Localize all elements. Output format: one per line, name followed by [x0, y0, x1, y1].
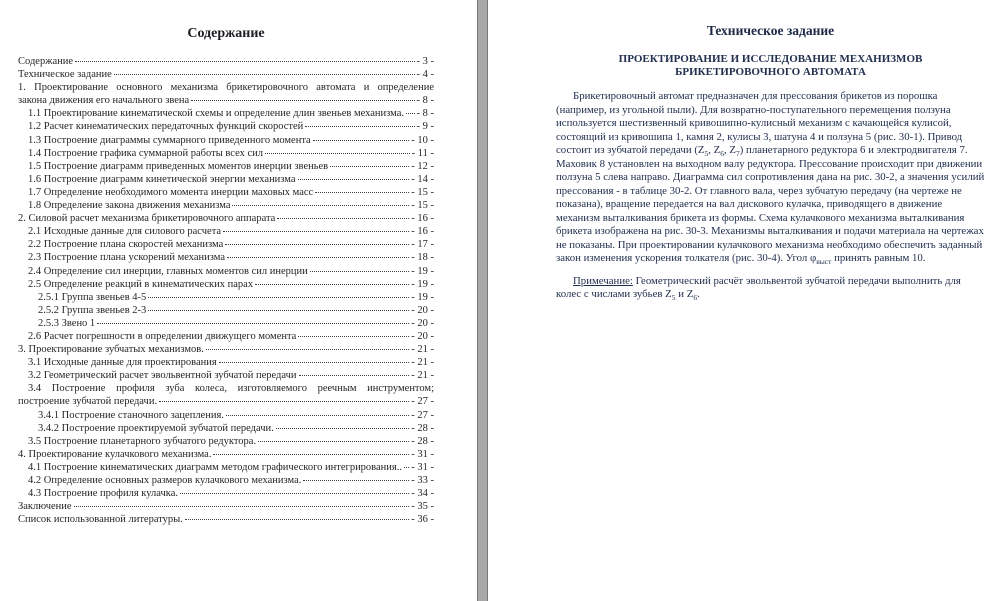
toc-page-number: - 17 -	[411, 239, 434, 251]
toc-leader-dots	[315, 192, 409, 193]
toc-title: Содержание	[187, 26, 265, 41]
toc-entry[interactable]	[18, 500, 434, 513]
toc-page-number: - 31 -	[411, 461, 434, 473]
toc-page-number: - 9 -	[416, 121, 434, 133]
toc-entry-line	[18, 448, 434, 461]
toc-leader-dots	[74, 506, 410, 507]
toc-entry[interactable]	[18, 68, 434, 81]
toc-entry[interactable]	[18, 291, 434, 304]
toc-entry-line	[18, 513, 434, 526]
toc-entry-label: Техническое задание	[18, 69, 112, 81]
toc-entry-line	[18, 134, 434, 147]
toc-entry[interactable]	[18, 251, 434, 264]
toc-entry-line	[18, 199, 434, 212]
toc-page-number: - 27 -	[411, 396, 434, 408]
toc-leader-dots	[223, 231, 409, 232]
toc-entry-line	[18, 317, 434, 330]
toc-entry-line	[18, 225, 434, 238]
toc-entry-label: 4.3 Построение профиля кулачка.	[28, 488, 178, 500]
toc-page-number: - 18 -	[411, 252, 434, 264]
toc-entry-label: Содержание	[18, 56, 74, 67]
spec-heading-line1: ПРОЕКТИРОВАНИЕ И ИССЛЕДОВАНИЕ МЕХАНИЗМОВ	[618, 53, 923, 65]
toc-entry[interactable]	[18, 212, 434, 225]
toc-list	[18, 55, 434, 526]
toc-entry[interactable]	[18, 448, 434, 461]
toc-leader-dots	[404, 467, 409, 468]
toc-leader-dots	[313, 140, 410, 141]
toc-entry-label: 1.5 Построение диаграмм приведенных моментов инерции звеньев	[28, 160, 329, 172]
toc-leader-dots	[305, 126, 414, 127]
toc-leader-dots	[303, 480, 409, 481]
toc-page-number: - 21 -	[411, 344, 434, 356]
toc-leader-dots	[180, 493, 409, 494]
toc-leader-dots	[114, 74, 415, 75]
toc-leader-dots	[265, 153, 410, 154]
toc-entry-line	[18, 409, 434, 422]
toc-entry-label: Список использованной литературы.	[18, 514, 183, 526]
toc-page-number: - 19 -	[411, 265, 434, 277]
toc-page-number: - 21 -	[411, 370, 434, 382]
toc-entry-first-line: 3.4 Построение профиля зуба колеса, изготовляемого реечным инструментом;	[28, 383, 434, 395]
toc-page-number: - 20 -	[411, 304, 434, 316]
toc-leader-dots	[298, 179, 410, 180]
toc-entry-label: 3.4.1 Построение станочного зацепления.	[38, 409, 224, 421]
toc-leader-dots	[298, 336, 409, 337]
toc-leader-dots	[406, 113, 414, 114]
toc-entry-line	[18, 291, 434, 304]
toc-entry-label: закона движения его начального звена	[18, 95, 190, 107]
toc-entry[interactable]	[18, 422, 434, 435]
toc-page-number: - 4 -	[416, 69, 434, 81]
toc-entry-label: 2.2 Построение плана скоростей механизма	[28, 239, 224, 251]
toc-entry-line	[18, 422, 434, 435]
toc-leader-dots	[258, 441, 409, 442]
toc-entry-line	[18, 147, 434, 160]
toc-entry[interactable]	[18, 474, 434, 487]
spec-paragraph: Брикетировочный автомат предназначен для прессования брикетов из порошка (например, из угольной пыли). Для возвратно-поступательного перемещения ползуна используется шестизвенный кривошипно-кулисный механизм с качающейся кулисой, состоящий из кривошипа 1, камня 2, кулисы 3, шатуна 4 и ползуна 5 (рис. 30-1). Привод состоит из зубчатой передачи ($Z_5$, $Z_6$, $Z_7$) планетарного редуктора 6 и электродвигателя 7. Маховик 8 установлен на выходном валу редуктора. Прессование происходит при движении ползуна 5 слева направо. Диаграмма сил сопротивления дана на рис. 30-2, а значения усилий прессования - в таблице 30-2. От главного вала, через зубчатую передачу (на чертеже не показана), вращение передается на вал дискового кулачка, приводящего в движение механизм выталкивания брикета из формы. Схема кулачкового механизма выталкивания брикета изображена на рис. 30-3. Механизмы выталкивания и подачи материала на чертежах не показаны. При проектировании кулачкового механизма необходимо обеспечить заданный закон изменения ускорения толкателя (рис. 30-4). Угол $\varphi_{выст}$ принять равным 10.	[556, 90, 985, 267]
toc-entry[interactable]	[18, 382, 434, 408]
toc-entry-label: 1.2 Расчет кинематических передаточных функций скоростей	[28, 121, 304, 133]
toc-entry-line	[18, 68, 434, 81]
toc-page-number: - 21 -	[411, 357, 434, 369]
toc-page-number: - 33 -	[411, 475, 434, 486]
toc-page-number: - 28 -	[411, 435, 434, 447]
toc-entry[interactable]	[18, 278, 434, 291]
spec-heading-line2: БРИКЕТИРОВОЧНОГО АВТОМАТА	[675, 66, 866, 78]
toc-leader-dots	[148, 310, 409, 311]
toc-entry-line	[18, 356, 434, 369]
toc-leader-dots	[148, 297, 409, 298]
toc-page-number: - 31 -	[411, 448, 434, 460]
toc-entry[interactable]	[18, 343, 434, 356]
toc-entry-line	[18, 369, 434, 382]
toc-entry-label: 4.2 Определение основных размеров кулачкового механизма.	[28, 475, 302, 486]
toc-page-number: - 11 -	[411, 147, 434, 159]
toc-entry-label: 1.4 Построение графика суммарной работы всех сил	[28, 147, 264, 159]
toc-leader-dots	[227, 257, 409, 258]
toc-entry-label: 3.5 Построение планетарного зубчатого редуктора.	[28, 435, 257, 447]
toc-leader-dots	[213, 454, 409, 455]
toc-entry[interactable]	[18, 225, 434, 238]
toc-leader-dots	[225, 244, 409, 245]
toc-entry-label: 1.1 Проектирование кинематической схемы и определение длин звеньев механизма.	[28, 108, 405, 120]
toc-entry-line	[18, 212, 434, 225]
toc-entry[interactable]	[18, 330, 434, 343]
toc-entry-label: 3.2 Геометрический расчет эвольвентной зубчатой передачи	[28, 370, 297, 382]
toc-page-number: - 16 -	[411, 213, 434, 225]
spec-heading	[556, 53, 985, 79]
toc-page-number: - 16 -	[411, 226, 434, 238]
toc-leader-dots	[75, 61, 414, 62]
toc-entry[interactable]	[18, 369, 434, 382]
toc-leader-dots	[299, 375, 410, 376]
toc-entry-label: 3.4.2 Построение проектируемой зубчатой передачи.	[38, 422, 274, 434]
toc-entry-line	[18, 487, 434, 500]
spec-title: Техническое задание	[706, 23, 835, 38]
toc-entry[interactable]	[18, 81, 434, 107]
toc-page-number: - 27 -	[411, 409, 434, 421]
toc-page-number: - 14 -	[411, 173, 434, 185]
toc-entry[interactable]	[18, 265, 434, 278]
toc-entry-line	[18, 304, 434, 317]
toc-leader-dots	[330, 166, 409, 167]
toc-page-number: - 3 -	[416, 56, 434, 67]
toc-entry-label: 1.3 Построение диаграммы суммарного приведенного момента	[28, 134, 311, 146]
toc-entry[interactable]	[18, 134, 434, 147]
toc-page-number: - 36 -	[411, 514, 434, 526]
toc-entry-label: 3. Проектирование зубчатых механизмов.	[18, 344, 204, 356]
toc-entry-label: 2.5.3 Звено 1	[38, 317, 96, 329]
toc-page-number: - 20 -	[411, 330, 434, 342]
page-table-of-contents	[0, 0, 477, 601]
toc-entry[interactable]	[18, 317, 434, 330]
toc-entry[interactable]	[18, 513, 434, 526]
toc-page-number: - 12 -	[411, 160, 434, 172]
toc-page-number: - 15 -	[411, 200, 434, 212]
toc-entry-line	[18, 238, 434, 251]
toc-leader-dots	[226, 415, 409, 416]
toc-entry-label: 2.5.1 Группа звеньев 4-5	[38, 291, 147, 303]
toc-leader-dots	[232, 205, 409, 206]
toc-page-number: - 34 -	[411, 488, 434, 500]
toc-page-number: - 19 -	[411, 291, 434, 303]
toc-entry-label: 1.7 Определение необходимого момента инерции маховых масс	[28, 186, 314, 198]
toc-page-number: - 8 -	[416, 95, 434, 107]
toc-entry-line	[18, 461, 434, 474]
toc-entry[interactable]	[18, 186, 434, 199]
toc-entry-line	[18, 330, 434, 343]
toc-entry[interactable]	[18, 55, 434, 68]
toc-page-number: - 15 -	[411, 186, 434, 198]
toc-entry[interactable]	[18, 487, 434, 500]
toc-leader-dots	[219, 362, 410, 363]
toc-entry-label: 2.6 Расчет погрешности в определении движущего момента	[28, 330, 297, 342]
toc-entry[interactable]	[18, 304, 434, 317]
toc-entry-line	[18, 251, 434, 264]
toc-entry-label: построение зубчатой передачи.	[18, 396, 158, 408]
toc-entry-line	[18, 94, 434, 107]
toc-page-number: - 10 -	[411, 134, 434, 146]
toc-leader-dots	[191, 100, 414, 101]
toc-entry-line	[18, 395, 434, 408]
toc-entry-label: 1.8 Определение закона движения механизма	[28, 200, 231, 212]
toc-entry-line	[18, 278, 434, 291]
toc-entry-label: 2.5.2 Группа звеньев 2-3	[38, 304, 147, 316]
toc-page-number: - 20 -	[411, 317, 434, 329]
toc-entry-line	[18, 107, 434, 120]
toc-entry[interactable]	[18, 409, 434, 422]
toc-entry[interactable]	[18, 199, 434, 212]
toc-entry-line	[18, 173, 434, 186]
toc-entry-line	[18, 160, 434, 173]
toc-entry[interactable]	[18, 173, 434, 186]
toc-entry-label: Заключение	[18, 501, 72, 513]
toc-leader-dots	[276, 428, 409, 429]
toc-entry-label: 2.5 Определение реакций в кинематических парах	[28, 278, 254, 290]
toc-leader-dots	[97, 323, 409, 324]
toc-entry[interactable]	[18, 107, 434, 120]
toc-entry-first-line: 1. Проектирование основного механизма брикетировочного автомата и определение	[18, 82, 434, 94]
toc-entry-line	[18, 186, 434, 199]
toc-entry-label: 4.1 Построение кинематических диаграмм методом графического интегрирования..	[28, 461, 402, 473]
toc-entry-label: 2.1 Исходные данные для силового расчета	[28, 226, 222, 238]
toc-entry-label: 3.1 Исходные данные для проектирования	[28, 357, 217, 369]
toc-page-number: - 35 -	[411, 501, 434, 513]
toc-entry[interactable]	[18, 120, 434, 133]
toc-page-number: - 8 -	[416, 108, 434, 120]
page-technical-assignment	[488, 0, 1000, 601]
toc-entry-label: 2.3 Построение плана ускорений механизма	[28, 252, 225, 264]
toc-entry-line	[18, 265, 434, 278]
toc-page-number: - 28 -	[411, 422, 434, 434]
toc-page-number: - 19 -	[411, 278, 434, 290]
toc-entry[interactable]	[18, 461, 434, 474]
toc-leader-dots	[310, 271, 409, 272]
toc-entry-line	[18, 500, 434, 513]
toc-entry[interactable]	[18, 238, 434, 251]
toc-leader-dots	[255, 284, 409, 285]
page-divider	[477, 0, 488, 601]
toc-entry-line	[18, 343, 434, 356]
toc-entry-line	[18, 435, 434, 448]
toc-leader-dots	[185, 519, 409, 520]
toc-leader-dots	[277, 218, 409, 219]
toc-entry[interactable]	[18, 160, 434, 173]
toc-entry-line	[18, 120, 434, 133]
toc-entry-label: 2. Силовой расчет механизма брикетировочного аппарата	[18, 213, 276, 225]
toc-leader-dots	[206, 349, 409, 350]
spec-note-paragraph: Примечание: Геометрический расчёт эвольвентой зубчатой передачи выполнить для колес с числами зубьев $Z_5$ и $Z_6$.	[556, 274, 961, 303]
toc-leader-dots	[159, 401, 409, 402]
toc-entry[interactable]	[18, 147, 434, 160]
toc-entry-label: 4. Проектирование кулачкового механизма.	[18, 448, 212, 460]
toc-entry[interactable]	[18, 356, 434, 369]
toc-entry[interactable]	[18, 435, 434, 448]
toc-entry-line	[18, 474, 434, 487]
toc-entry-label: 1.6 Построение диаграмм кинетической энергии механизма	[28, 173, 296, 185]
toc-entry-label: 2.4 Определение сил инерции, главных моментов сил инерции	[28, 265, 308, 277]
toc-entry-line	[18, 55, 434, 68]
